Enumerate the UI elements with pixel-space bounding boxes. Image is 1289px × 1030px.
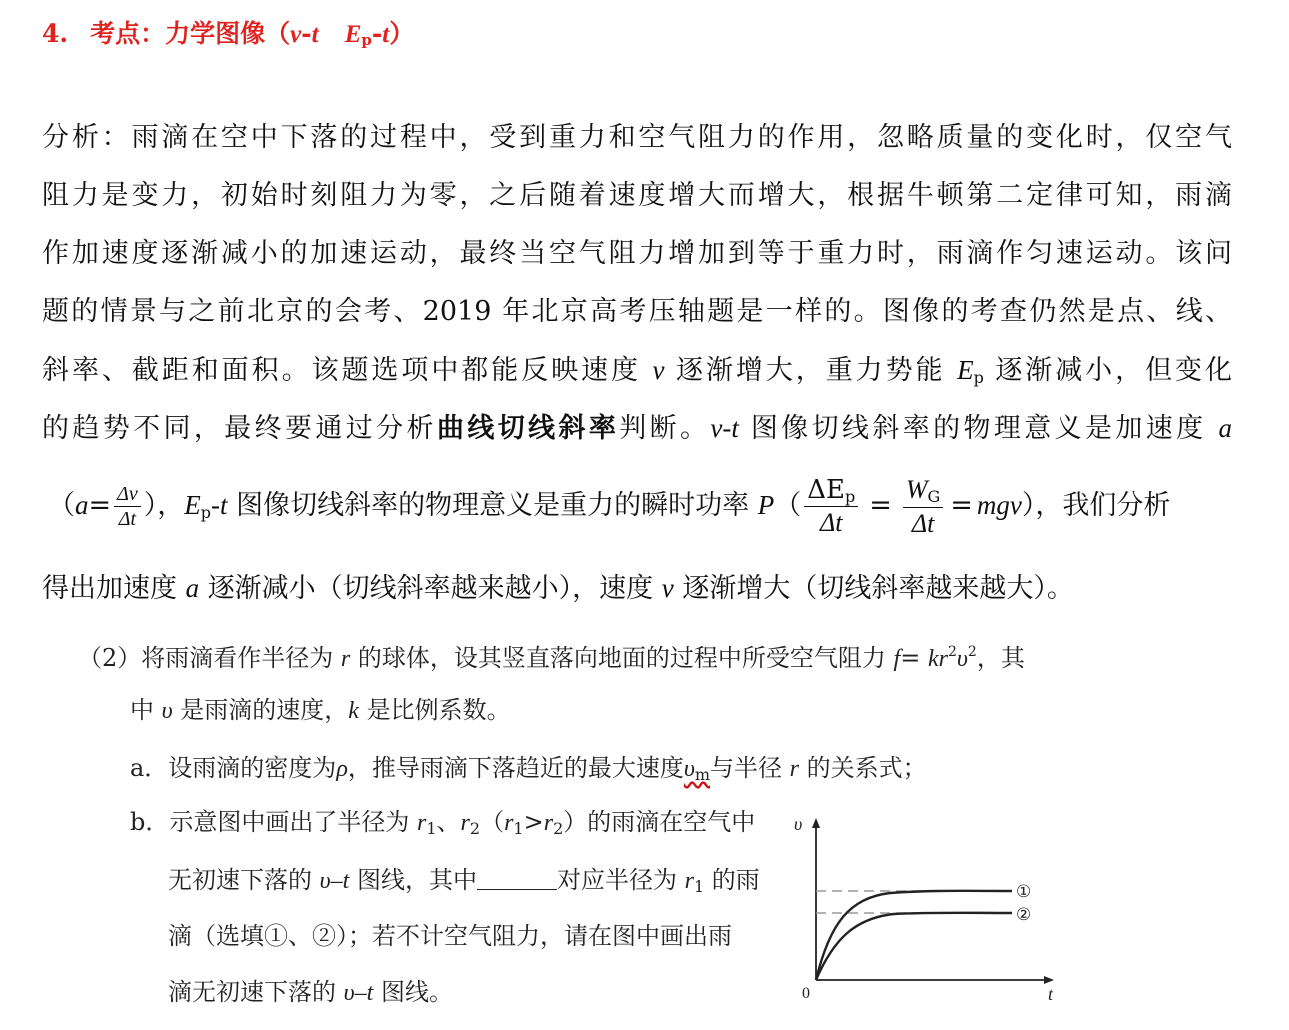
title-E: E xyxy=(344,21,362,48)
numerator xyxy=(804,474,858,508)
question-part-a xyxy=(130,750,927,793)
var-f: f xyxy=(893,646,901,672)
var-r: r xyxy=(504,810,514,836)
var-rho: ρ xyxy=(336,756,348,782)
text: 图线。 xyxy=(380,978,453,1006)
text: a．设雨滴的密度为 xyxy=(130,754,337,782)
sub-2: 2 xyxy=(553,819,564,838)
question-line-2 xyxy=(130,692,511,729)
answer-blank[interactable] xyxy=(477,867,557,890)
analysis-line-5 xyxy=(42,350,1232,390)
analysis-line-3: 作加速度逐渐减小的加速运动，最终当空气阻力增加到等于重力时，雨滴作匀速运动。该问 xyxy=(42,238,1232,269)
section-title-prefix: 考点：力学图像（ xyxy=(90,19,291,48)
sup-2: 2 xyxy=(967,644,977,660)
var-r: r xyxy=(789,756,800,782)
var-r: r xyxy=(460,810,470,836)
sub-p: p xyxy=(200,503,211,523)
text: （ xyxy=(48,490,75,522)
question-part-b-line-2 xyxy=(168,862,760,905)
text: 是比例系数。 xyxy=(366,696,511,724)
var-vt: υ–t xyxy=(319,868,350,894)
var-r: r xyxy=(340,646,351,672)
x-axis-label: t xyxy=(1048,984,1054,1004)
title-dash: - xyxy=(301,19,312,48)
title-suffix: ） xyxy=(389,19,415,48)
greater-than: > xyxy=(523,808,544,836)
curve-2-label: ② xyxy=(1016,905,1032,924)
text: 是雨滴的速度， xyxy=(180,696,349,724)
title-v: v xyxy=(290,21,302,48)
numerator-text: ΔE xyxy=(807,474,845,505)
origin-label: 0 xyxy=(802,985,810,1002)
fraction-dEp-dt xyxy=(804,474,858,538)
text: 的球体，设其竖直落向地面的过程中所受空气阻力 xyxy=(357,644,886,672)
vm-underlined xyxy=(684,754,710,782)
var-v: v xyxy=(661,573,674,603)
sub-m: m xyxy=(694,765,711,784)
numerator: Δv xyxy=(114,484,141,507)
question-part-b-line-1 xyxy=(130,804,755,847)
text: ，其 xyxy=(976,644,1025,672)
question-part-b-line-4 xyxy=(168,974,453,1011)
var-k: k xyxy=(348,698,359,724)
text: 逐渐减小（切线斜率越来越小），速度 xyxy=(207,573,654,604)
equals: = xyxy=(88,490,112,522)
text: 、 xyxy=(436,808,461,836)
text: 图像切线斜率的物理意义是重力的瞬时功率 xyxy=(236,490,750,522)
denominator: Δt xyxy=(911,508,935,538)
section-number: 4. xyxy=(42,19,69,48)
equals: = xyxy=(869,490,892,522)
text: （ xyxy=(774,490,802,522)
denominator: Δt xyxy=(118,507,137,530)
fraction-WG-dt xyxy=(903,476,943,537)
title-t: t xyxy=(311,21,319,48)
var-W: W xyxy=(905,475,928,504)
var-v: v xyxy=(652,355,665,385)
var-mgv: mgv xyxy=(976,490,1022,521)
title-t-2: t xyxy=(382,21,390,48)
var-v: υ xyxy=(956,646,968,672)
analysis-line-1: 分析：雨滴在空中下落的过程中，受到重力和空气阻力的作用，忽略质量的变化时，仅空气 xyxy=(42,122,1232,153)
var-a: a xyxy=(1218,413,1232,443)
text: 逐渐减小，但变化 xyxy=(995,355,1232,386)
text: ）， xyxy=(143,490,185,522)
sub-2: 2 xyxy=(469,819,481,838)
title-p: p xyxy=(361,31,372,49)
text: 中 xyxy=(130,696,154,724)
question-line-1 xyxy=(78,634,1025,677)
equals: = xyxy=(900,644,921,672)
analysis-line-8 xyxy=(42,568,1074,608)
text: 逐渐增大（切线斜率越来越大）。 xyxy=(682,573,1074,604)
text: 斜率、截距和面积。该题选项中都能反映速度 xyxy=(42,355,641,386)
bold-keyword: 曲线切线斜率 xyxy=(436,413,620,444)
text: b．示意图中画出了半径为 xyxy=(130,808,410,836)
text: 逐渐增大，重力势能 xyxy=(676,355,946,386)
text: （2）将雨滴看作半径为 xyxy=(78,644,334,672)
text: 图像切线斜率的物理意义是加速度 xyxy=(750,413,1207,444)
var-P: P xyxy=(757,490,775,521)
text: 的趋势不同，最终要通过分析 xyxy=(42,413,437,444)
var-E: E xyxy=(957,355,974,385)
section-title xyxy=(42,14,414,54)
text: ，推导雨滴下落趋近的最大速度 xyxy=(347,754,684,782)
text: （ xyxy=(480,808,505,836)
text: 的关系式； xyxy=(806,754,927,782)
denominator: Δt xyxy=(819,508,843,538)
equals: = xyxy=(950,490,973,522)
y-axis-label: υ xyxy=(794,814,803,834)
var-vt: v-t xyxy=(710,413,739,443)
sup-2: 2 xyxy=(947,644,957,660)
sub-p: p xyxy=(973,368,984,387)
var-a: a xyxy=(75,490,89,521)
analysis-line-6 xyxy=(42,408,1232,448)
text: 的雨 xyxy=(711,866,760,894)
var-r: r xyxy=(417,810,427,836)
text: 与半径 xyxy=(710,754,783,782)
question-part-b-line-3: 滴（选填①、②）；若不计空气阻力，请在图中画出雨 xyxy=(168,922,732,950)
text: ）的雨滴在空气中 xyxy=(563,808,756,836)
var-vt: υ–t xyxy=(343,980,374,1006)
numerator xyxy=(903,476,943,508)
sub-1: 1 xyxy=(693,877,705,896)
sub-1: 1 xyxy=(513,819,524,838)
sub-p: p xyxy=(844,486,856,506)
title-dash-2: - xyxy=(371,19,383,48)
y-axis-arrow xyxy=(812,818,820,828)
var-kr: kr xyxy=(927,646,948,672)
vt-graph xyxy=(790,812,1070,1012)
text: 图线，其中 xyxy=(356,866,477,894)
analysis-line-2: 阻力是变力，初始时刻阻力为零，之后随着速度增大而增大，根据牛顿第二定律可知，雨滴 xyxy=(42,180,1232,211)
text: 滴无初速下落的 xyxy=(168,978,336,1006)
var-r: r xyxy=(543,810,554,836)
var-v: υ xyxy=(683,756,695,782)
var-r: r xyxy=(684,868,694,894)
text: 得出加速度 xyxy=(42,573,177,604)
analysis-line-4: 题的情景与之前北京的会考、2019 年北京高考压轴题是一样的。图像的考查仍然是点、线、 xyxy=(42,296,1232,327)
var-a: a xyxy=(185,573,200,603)
analysis-line-7 xyxy=(48,474,1171,538)
var-t: -t xyxy=(211,490,228,521)
var-E: E xyxy=(184,490,201,521)
curve-2 xyxy=(816,913,1012,980)
x-axis-arrow xyxy=(1044,976,1054,984)
text: 无初速下落的 xyxy=(168,866,312,894)
fraction-dv-dt xyxy=(114,484,141,530)
sub-G: G xyxy=(927,487,941,506)
sub-1: 1 xyxy=(426,819,437,838)
text: 判断。 xyxy=(619,413,711,444)
var-v: υ xyxy=(161,698,173,724)
curve-1-label: ① xyxy=(1016,882,1032,901)
text: 对应半径为 xyxy=(556,866,677,894)
text: ），我们分析 xyxy=(1021,490,1171,522)
